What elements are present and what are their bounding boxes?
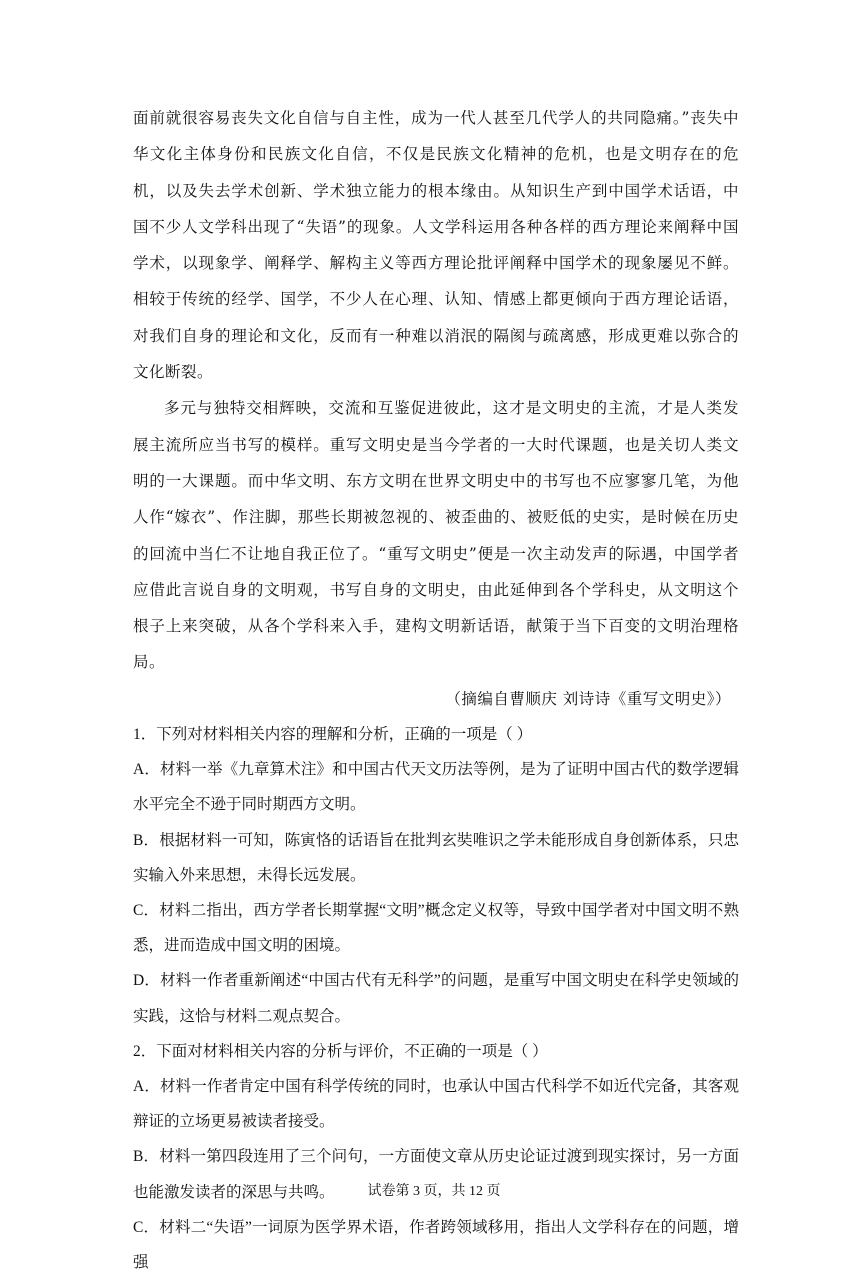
- page-footer: 试卷第 3 页，共 12 页: [367, 1184, 501, 1199]
- question-stem: 1．下列对材料相关内容的理解和分析，正确的一项是（ ）: [133, 726, 533, 744]
- reading-passage: [133, 100, 739, 717]
- option-d: D．材料一作者重新阐述“中国古代有无科学”的问题，是重写中国文明史在科学史领域的实践，这恰与材料二观点契合。: [133, 972, 739, 1025]
- passage-source: （摘编自曹顺庆 刘诗诗《重写文明史》）: [445, 689, 731, 708]
- option-b: B．材料一第四段连用了三个问句，一方面使文章从历史论证过渡到现实探讨，另一方面也能激发读者的深思与共鸣。: [133, 1148, 739, 1201]
- page-content: [133, 100, 739, 1280]
- option-c: C．材料二“失语”一词原为医学界术语，作者跨领域移用，指出人文学科存在的问题，增强: [133, 1218, 739, 1272]
- option-c: C．材料二指出，西方学者长期掌握“文明”概念定义权等，导致中国学者对中国文明不熟悉，进而造成中国文明的困境。: [133, 902, 739, 955]
- question-stem: 2．下面对材料相关内容的分析与评价，不正确的一项是（ ）: [133, 1042, 548, 1060]
- passage-paragraph: 面前就很容易丧失文化自信与自主性，成为一代人甚至几代学人的共同隐痛。”丧失中华文化主体身份和民族文化自信，不仅是民族文化精神的危机，也是文明存在的危机，以及失去学术创新、学术独立能力的根本缘由。从知识生产到中国学术话语，中国不少人文学科出现了“失语”的现象。人文学科运用各种各样的西方理论来阐释中国学术，以现象学、阐释学、解构主义等西方理论批评阐释中国学术的现象屡见不鲜。相较于传统的经学、国学，不少人在心理、认知、情感上都更倾向于西方理论话语，对我们自身的理论和文化，反而有一种难以消泯的隔阂与疏离感，形成更难以弥合的文化断裂。: [133, 109, 739, 382]
- option-a: A．材料一举《九章算术注》和中国古代天文历法等例，是为了证明中国古代的数学逻辑水平完全不逊于同时期西方文明。: [133, 761, 739, 814]
- option-a: A．材料一作者肯定中国有科学传统的同时，也承认中国古代科学不如近代完备，其客观辩证的立场更易被读者接受。: [133, 1078, 739, 1131]
- option-b: B．根据材料一可知，陈寅恪的话语旨在批判玄奘唯识之学未能形成自身创新体系，只忠实输入外来思想，未得长远发展。: [133, 831, 739, 884]
- passage-paragraph: 多元与独特交相辉映，交流和互鉴促进彼此，这才是文明史的主流，才是人类发展主流所应当书写的模样。重写文明史是当今学者的一大时代课题，也是关切人类文明的一大课题。而中华文明、东方文明在世界文明史中的书写也不应寥寥几笔，为他人作“嫁衣”、作注脚，那些长期被忽视的、被歪曲的、被贬低的史实，是时候在历史的回流中当仁不让地自我正位了。“重写文明史”便是一次主动发声的际遇，中国学者应借此言说自身的文明观，书写自身的文明史，由此延伸到各个学科史，从文明这个根子上来突破，从各个学科来入手，建构文明新话语，献策于当下百变的文明治理格局。: [133, 399, 739, 672]
